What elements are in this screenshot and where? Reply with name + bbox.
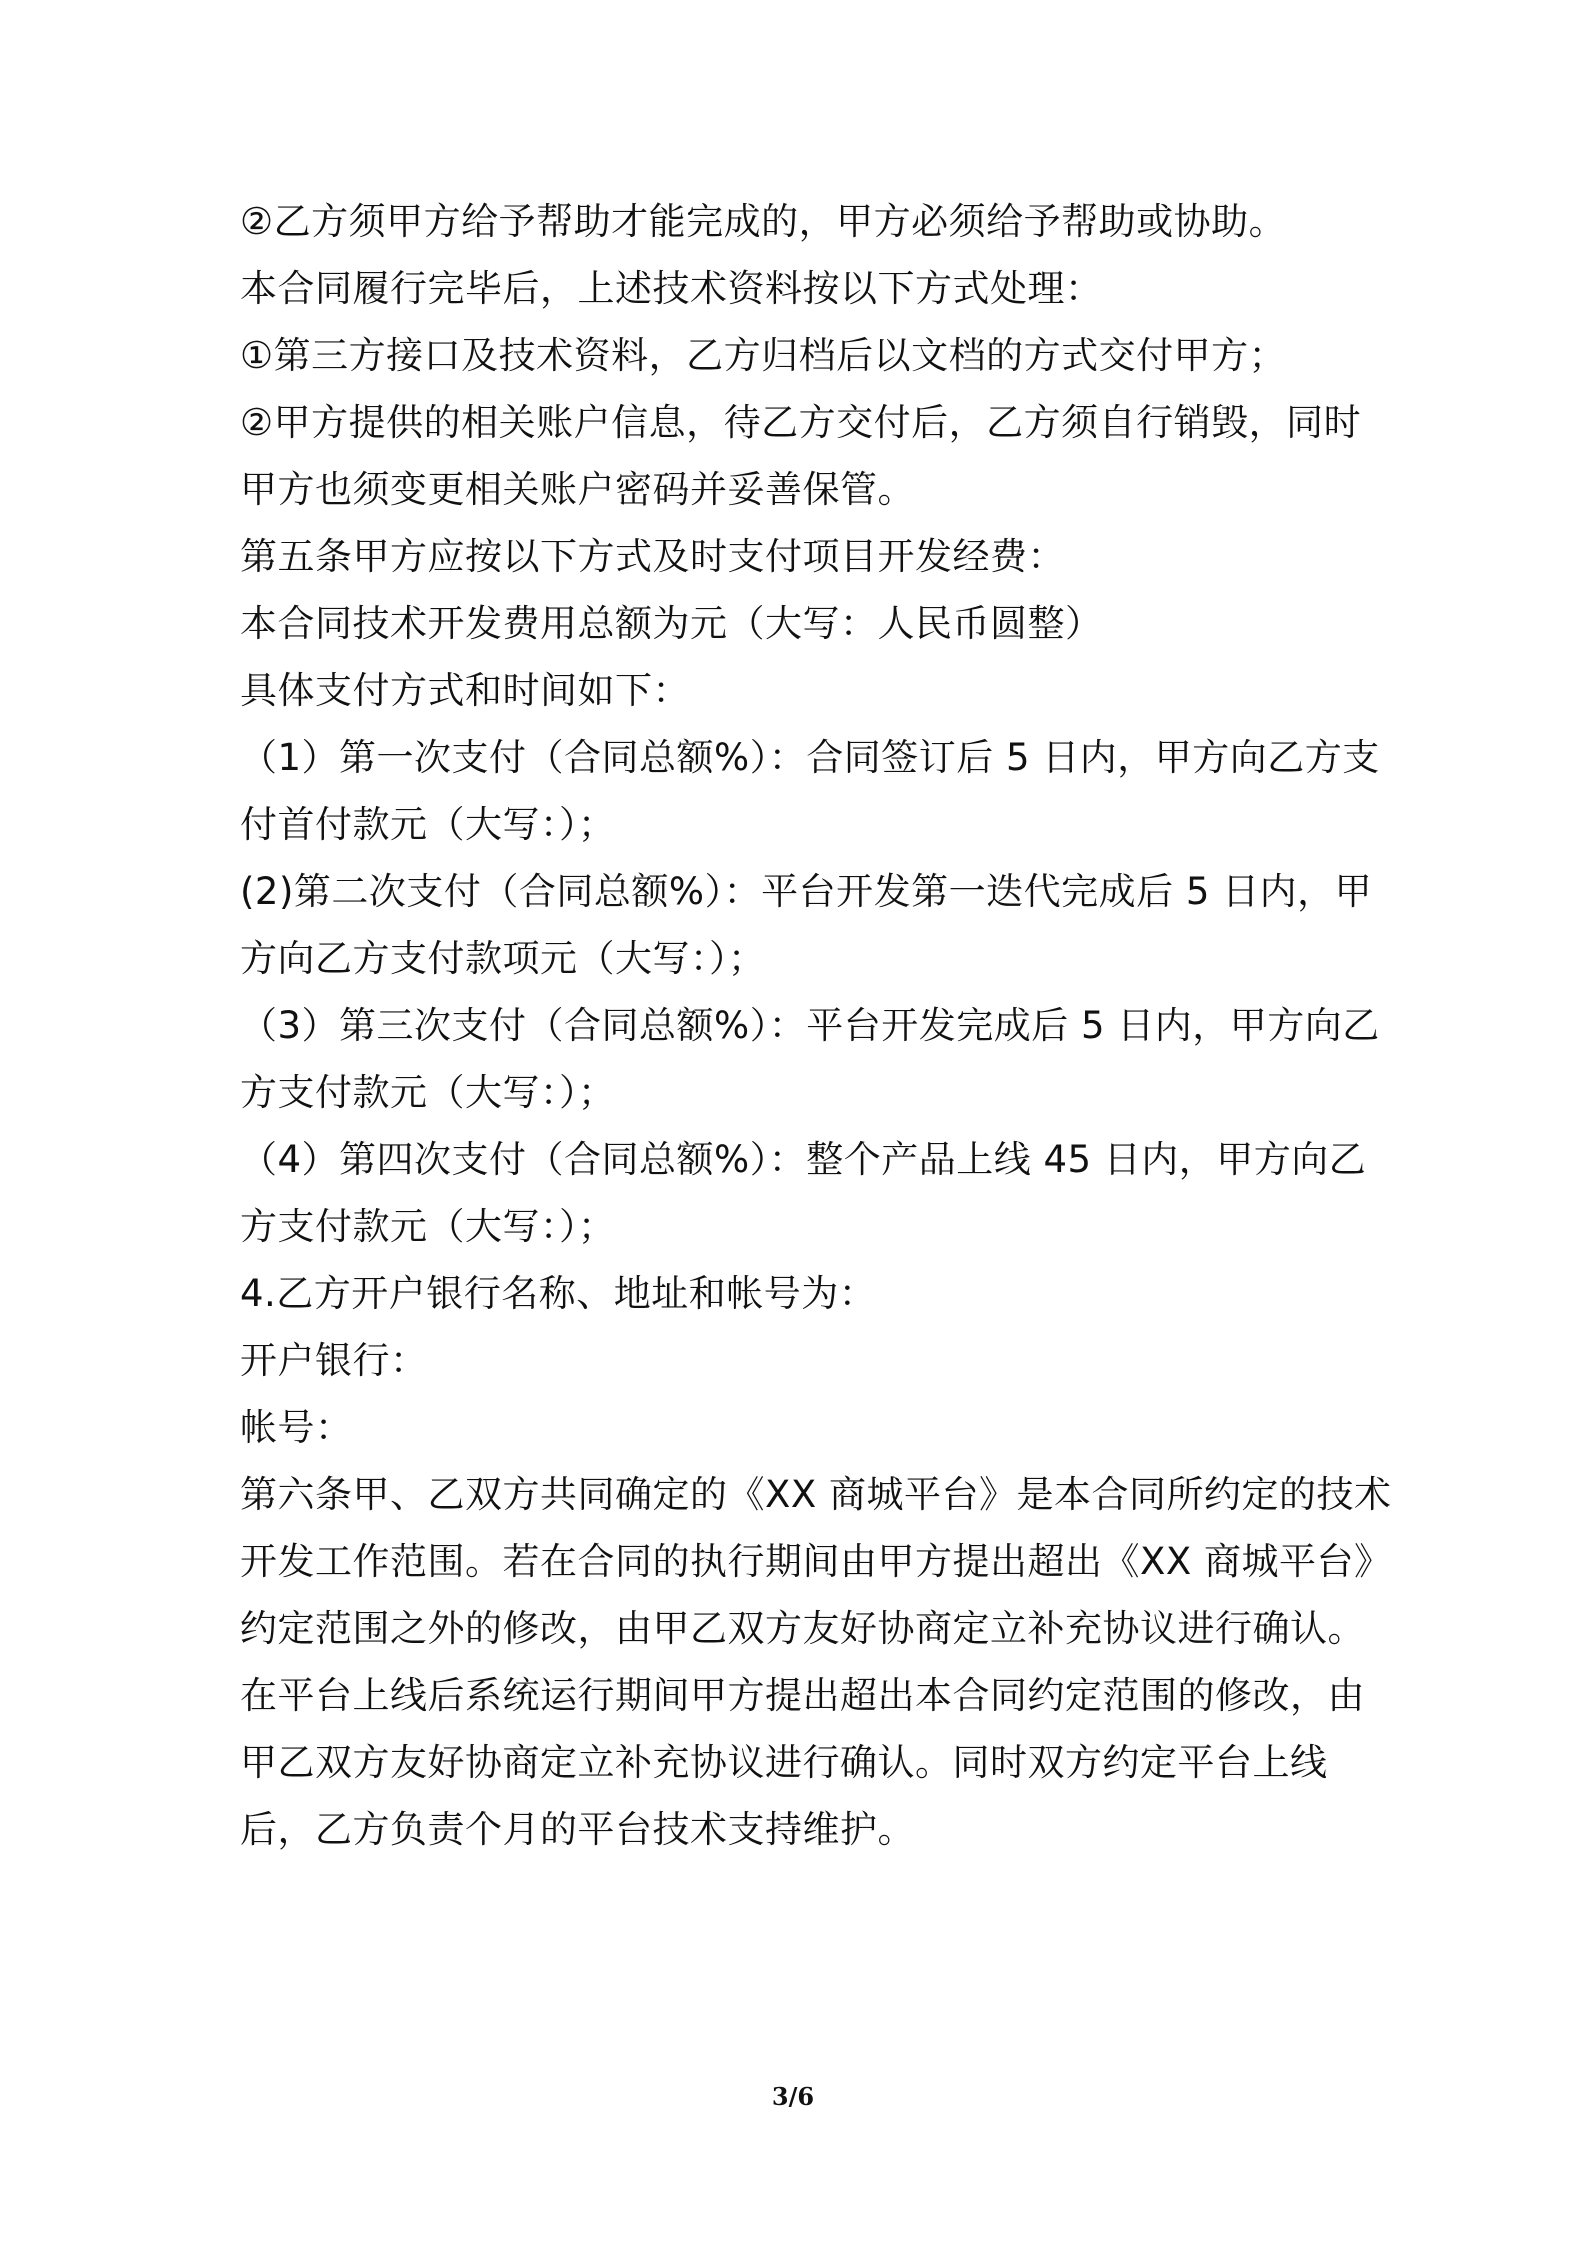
payment-item-line: （3）第三次支付（合同总额%）：平台开发完成后 5 日内，甲方向乙 (240, 1004, 1380, 1047)
article-heading: 第六条甲、乙双方共同确定的《XX 商城平台》是本合同所约定的技术 (240, 1473, 1392, 1516)
payment-item-line: （4）第四次支付（合同总额%）：整个产品上线 45 日内，甲方向乙 (240, 1138, 1367, 1181)
payment-item-line: （1）第一次支付（合同总额%）：合同签订后 5 日内，甲方向乙方支 (240, 736, 1380, 779)
page-number: 3/6 (771, 2082, 815, 2111)
payment-item-line: 方支付款元（大写：）； (240, 1071, 616, 1114)
payment-item-line: 付首付款元（大写：）； (240, 803, 616, 846)
text-line: 4.乙方开户银行名称、地址和帐号为： (240, 1272, 877, 1315)
text-line: ②乙方须甲方给予帮助才能完成的，甲方必须给予帮助或协助。 (240, 200, 1287, 243)
text-line: 甲方也须变更相关账户密码并妥善保管。 (240, 468, 915, 511)
text-line: 约定范围之外的修改，由甲乙双方友好协商定立补充协议进行确认。 (240, 1607, 1365, 1650)
text-line: 本合同履行完毕后，上述技术资料按以下方式处理： (240, 267, 1103, 310)
text-line: 在平台上线后系统运行期间甲方提出超出本合同约定范围的修改，由 (240, 1674, 1365, 1717)
payment-item-line: (2)第二次支付（合同总额%）：平台开发第一迭代完成后 5 日内，甲 (240, 870, 1373, 913)
text-line: 具体支付方式和时间如下： (240, 669, 690, 712)
payment-item-line: 方向乙方支付款项元（大写：）； (240, 937, 766, 980)
text-line: 甲乙双方友好协商定立补充协议进行确认。同时双方约定平台上线 (240, 1741, 1328, 1784)
text-line: 后，乙方负责个月的平台技术支持维护。 (240, 1808, 915, 1851)
text-line: 开发工作范围。若在合同的执行期间由甲方提出超出《XX 商城平台》 (240, 1540, 1392, 1583)
text-line: ①第三方接口及技术资料，乙方归档后以文档的方式交付甲方； (240, 334, 1287, 377)
article-heading: 第五条甲方应按以下方式及时支付项目开发经费： (240, 535, 1065, 578)
account-number-label: 帐号： (240, 1406, 353, 1449)
text-line: 本合同技术开发费用总额为元（大写：人民币圆整） (240, 602, 1103, 645)
document-body (240, 188, 1400, 1863)
bank-name-label: 开户银行： (240, 1339, 428, 1382)
text-line: ②甲方提供的相关账户信息，待乙方交付后，乙方须自行销毁，同时 (240, 401, 1362, 444)
payment-item-line: 方支付款元（大写：）； (240, 1205, 616, 1248)
